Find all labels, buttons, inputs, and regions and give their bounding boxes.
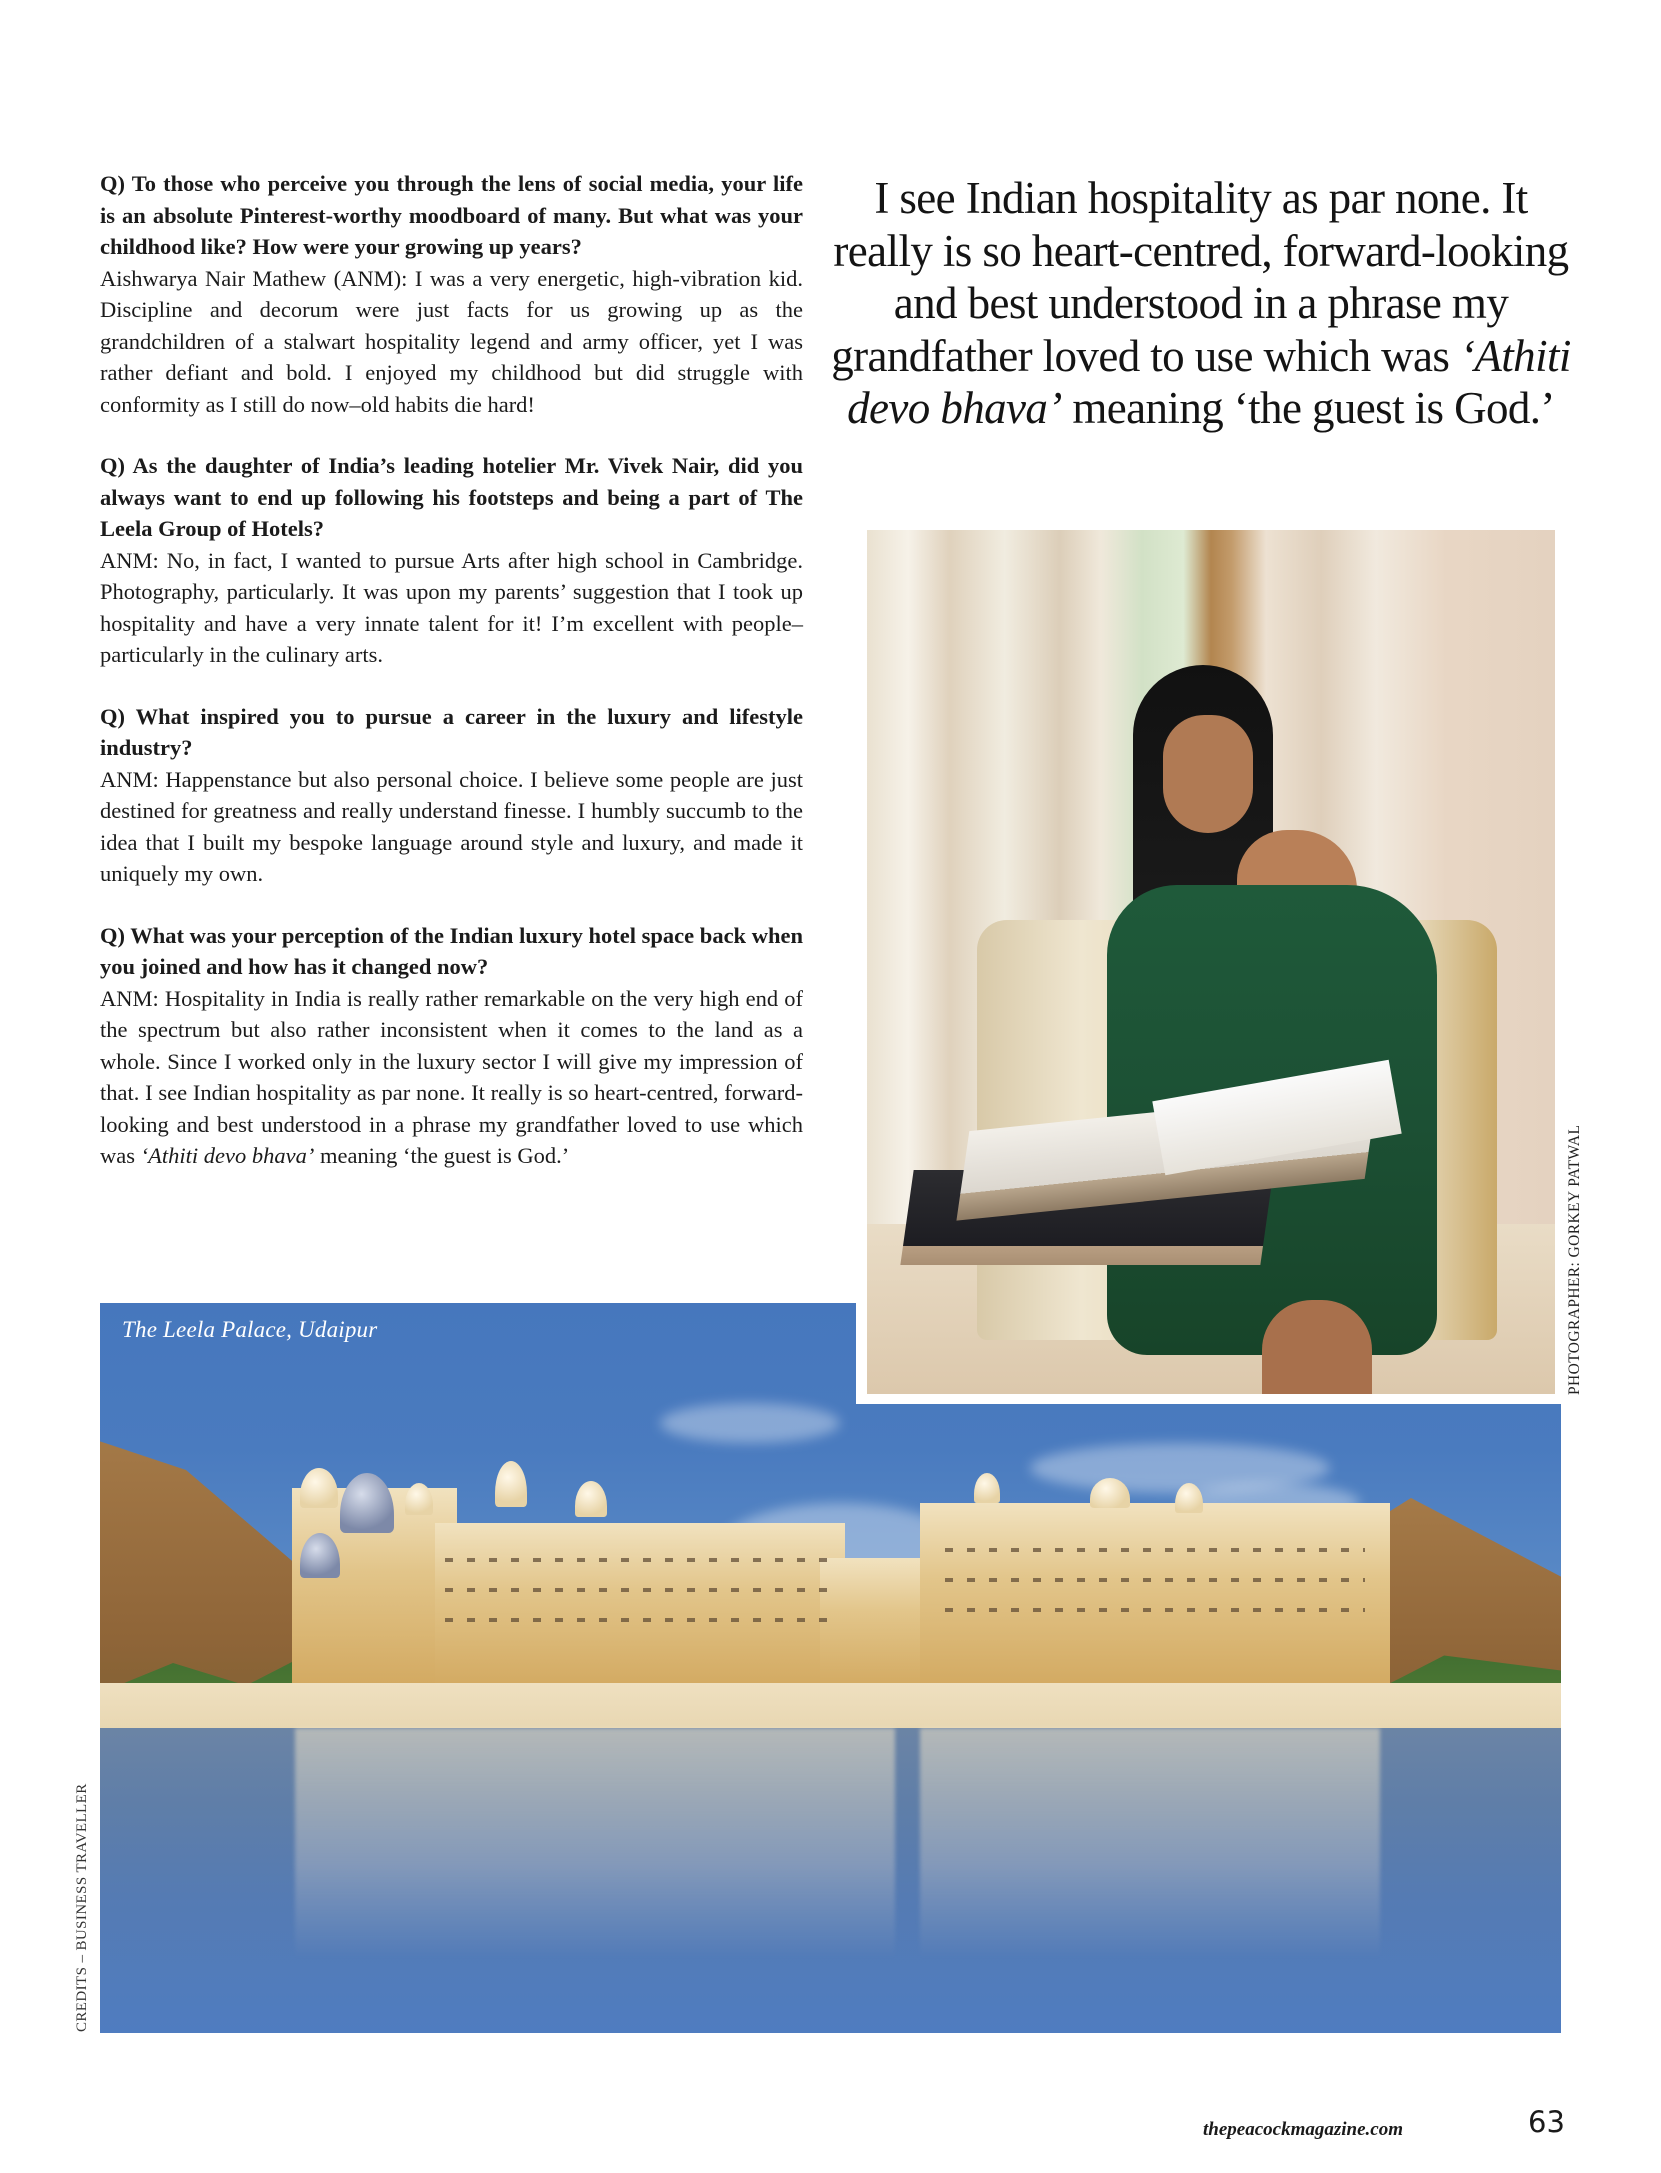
photographer-credit: PHOTOGRAPHER: GORKEY PATWAL (1566, 1124, 1583, 1395)
qa-block (100, 920, 803, 1172)
windows (945, 1578, 1365, 1582)
answer-text-end: meaning ‘the guest is God.’ (314, 1143, 570, 1168)
cloud (660, 1403, 840, 1443)
palace-wing (920, 1503, 1390, 1693)
pull-quote-text-end: meaning ‘the guest is God.’ (1061, 383, 1555, 433)
windows (445, 1558, 835, 1562)
question: Q) What was your perception of the Indian luxury hotel space back when you joined and how has it changed now? (100, 922, 803, 979)
page-number: 63 (1528, 2105, 1565, 2139)
reflection (295, 1728, 895, 1958)
legs (1262, 1300, 1372, 1394)
leela-palace-photo (100, 1303, 1561, 2033)
portrait-photo (867, 530, 1555, 1394)
answer-italic-phrase: ‘Athiti devo bhava’ (140, 1143, 315, 1168)
question: Q) What inspired you to pursue a career in the luxury and lifestyle industry? (100, 703, 803, 760)
pull-quote-text: I see Indian hospitality as par none. It really is so heart-centred, forward-looking and best understood in a phrase my grandfather loved to use which was (831, 173, 1569, 381)
question: Q) As the daughter of India’s leading hotelier Mr. Vivek Nair, did you always want to end up following his footsteps and being a part of The Leela Group of Hotels? (100, 453, 803, 541)
dome (340, 1473, 394, 1533)
qa-block (100, 450, 803, 671)
pull-quote (822, 172, 1580, 435)
photo-caption: The Leela Palace, Udaipur (122, 1317, 378, 1342)
lake-wall (100, 1683, 1561, 1728)
dome (974, 1473, 1000, 1503)
windows (445, 1618, 835, 1622)
windows (445, 1588, 835, 1592)
face (1163, 715, 1253, 833)
answer: ANM: Happenstance but also personal choice. I believe some people are just destined for greatness and really understand finesse. I humbly succumb to the idea that I built my bespoke language around style and luxury, and made it uniquely my own. (100, 766, 803, 886)
answer: Aishwarya Nair Mathew (ANM): I was a very energetic, high-vibration kid. Discipline and decorum were just facts for us growing up as the grandchildren of a stalwart hospitality legend and army officer, yet I was rather defiant and bold. I enjoyed my childhood but did struggle with conformity as I still do now–old habits die hard! (100, 265, 803, 417)
dome (495, 1461, 527, 1507)
windows (945, 1608, 1365, 1612)
dome (575, 1481, 607, 1517)
answer (100, 983, 803, 1172)
palace-wing (435, 1523, 845, 1693)
dome (300, 1468, 338, 1508)
photo-source-credit: CREDITS – BUSINESS TRAVELLER (74, 1783, 90, 2032)
windows (945, 1548, 1365, 1552)
footer-website[interactable]: thepeacockmagazine.com (1203, 2119, 1403, 2140)
portrait-photo-frame (856, 520, 1566, 1404)
pull-quote-italic: ‘Athiti devo bhava’ (847, 330, 1571, 433)
answer: ANM: No, in fact, I wanted to pursue Arts after high school in Cambridge. Photography, particularly. It was upon my parents’ suggestion that I took up hospitality and have a very innate talent for it! I’m excellent with people–particularly in the culinary arts. (100, 547, 803, 667)
qa-block (100, 168, 803, 420)
question: Q) To those who perceive you through the lens of social media, your life is an absolute Pinterest-worthy moodboard of many. But what was your childhood like? How were your growing up years? (100, 171, 803, 259)
reflection (920, 1728, 1380, 1958)
interview-column (100, 168, 803, 1202)
qa-block (100, 701, 803, 890)
answer-text: ANM: Hospitality in India is really rather remarkable on the very high end of the spectrum but also rather inconsistent when it comes to the land as a whole. Since I worked only in the luxury sector I will give my impression of that. I see Indian hospitality as par none. It really is so heart-centred, forward-looking and best understood in a phrase my grandfather loved to use which was (100, 985, 803, 1168)
